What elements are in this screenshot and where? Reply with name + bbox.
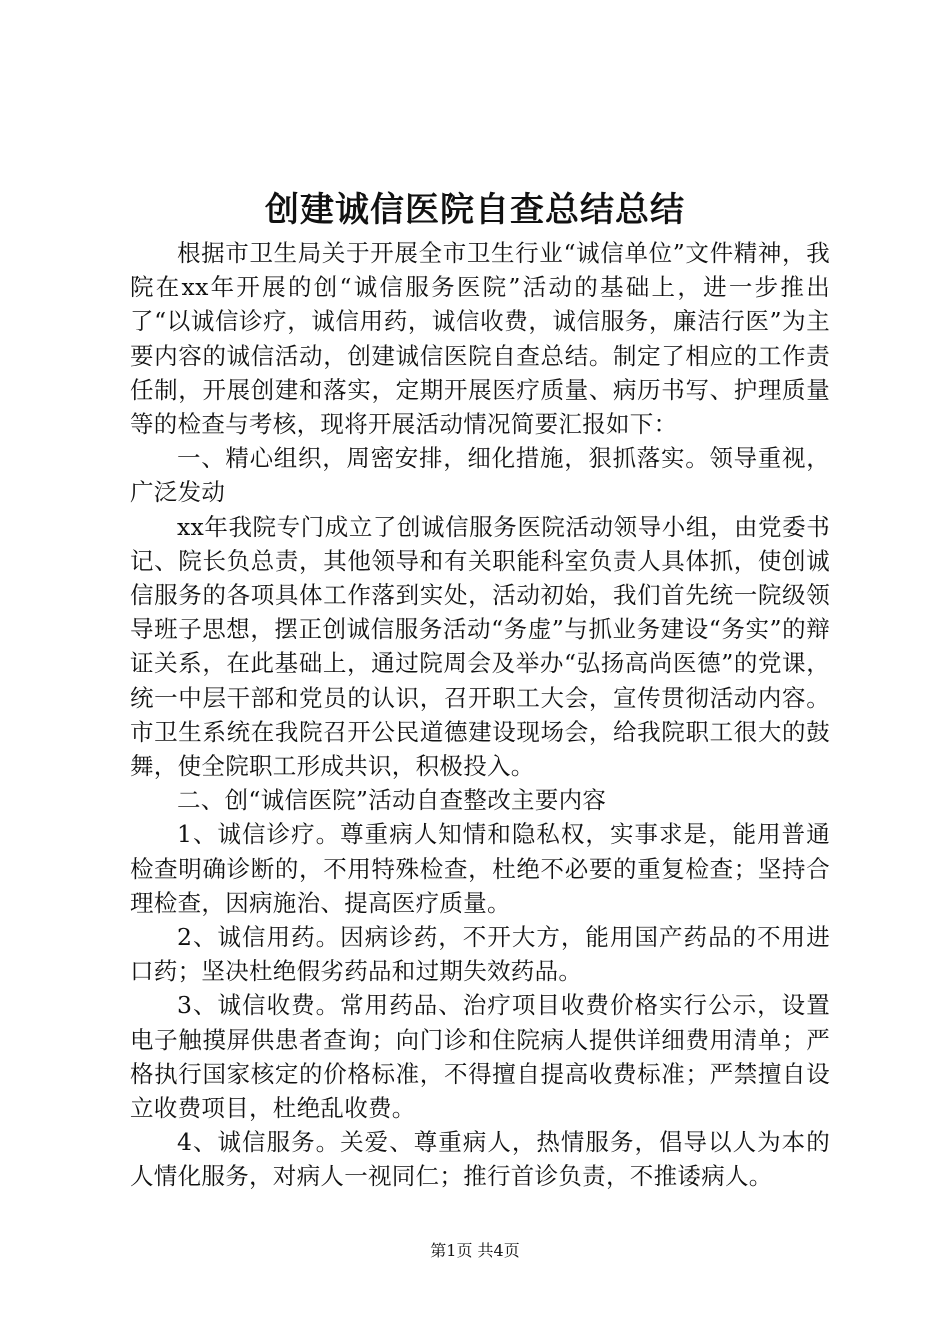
paragraph-section-1: xx年我院专门成立了创诚信服务医院活动领导小组，由党委书记、院长负总责，其他领导和有关职能科室负责人具体抓，使创诚信服务的各项具体工作落到实处，活动初始，我们首先统一院级领导班子思想，摆正创诚信服务活动“务虚”与抓业务建设“务实”的辩证关系，在此基础上，通过院周会及举办“弘扬高尚医德”的党课，统一中层干部和党员的认识，召开职工大会，宣传贯彻活动内容。市卫生系统在我院召开公民道德建设现场会，给我院职工很大的鼓舞，使全院职工形成共识，积极投入。 bbox=[130, 512, 830, 781]
document-body bbox=[130, 236, 830, 1194]
list-item-fees: 3、诚信收费。常用药品、治疗项目收费价格实行公示，设置电子触摸屏供患者查询；向门诊和住院病人提供详细费用清单；严格执行国家核定的价格标准，不得擅自提高收费标准；严禁擅自设立收费项目，杜绝乱收费。 bbox=[130, 991, 830, 1123]
section-heading-1: 一、精心组织，周密安排，细化措施，狠抓落实。领导重视，广泛发动 bbox=[130, 444, 830, 507]
page-number-footer: 第1页 共4页 bbox=[430, 1241, 520, 1260]
document-title: 创建诚信医院自查总结总结 bbox=[265, 190, 685, 230]
list-item-service: 4、诚信服务。关爱、尊重病人，热情服务，倡导以人为本的人情化服务，对病人一视同仁；推行首诊负责，不推诿病人。 bbox=[130, 1128, 830, 1191]
paragraph-intro: 根据市卫生局关于开展全市卫生行业“诚信单位”文件精神，我院在xx年开展的创“诚信服务医院”活动的基础上，进一步推出了“以诚信诊疗，诚信用药，诚信收费，诚信服务，廉洁行医”为主要内容的诚信活动，创建诚信医院自查总结。制定了相应的工作责任制，开展创建和落实，定期开展医疗质量、病历书写、护理质量等的检查与考核，现将开展活动情况简要汇报如下： bbox=[130, 239, 830, 439]
list-item-medication: 2、诚信用药。因病诊药，不开大方，能用国产药品的不用进口药；坚决杜绝假劣药品和过期失效药品。 bbox=[130, 923, 830, 986]
section-heading-2: 二、创“诚信医院”活动自查整改主要内容 bbox=[177, 786, 607, 815]
list-item-diagnosis: 1、诚信诊疗。尊重病人知情和隐私权，实事求是，能用普通检查明确诊断的，不用特殊检查，杜绝不必要的重复检查；坚持合理检查，因病施治、提高医疗质量。 bbox=[130, 820, 830, 917]
